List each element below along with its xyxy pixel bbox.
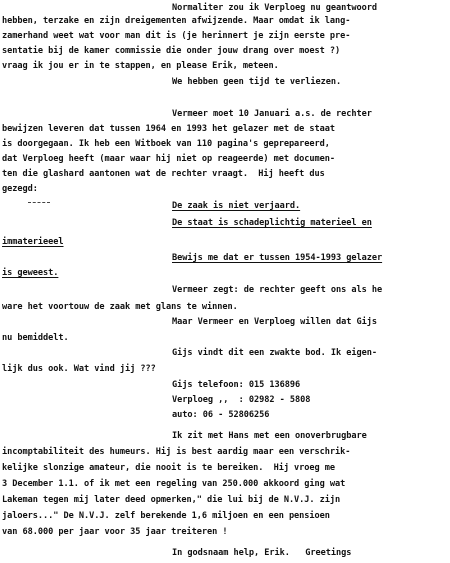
paragraph-5-line-4: 3 December 1.1. of ik met een regeling van 250.000 akkoord ging wat xyxy=(2,479,346,489)
quote-line-5: is geweest. xyxy=(2,268,59,278)
paragraph-1-line-1: Normaliter zou ik Verploeg nu geantwoord xyxy=(172,3,377,13)
paragraph-3-line-3: Maar Vermeer en Verploeg willen dat Gijs xyxy=(172,317,377,327)
quote-line-1: De zaak is niet verjaard. xyxy=(172,201,301,211)
paragraph-5-line-5: Lakeman tegen mij later deed opmerken," die lui bij de N.V.J. zijn xyxy=(2,495,341,505)
paragraph-2-line-1: Vermeer moet 10 Januari a.s. de rechter xyxy=(172,109,372,119)
paragraph-1-line-5: vraag ik jou er in te stappen, en please Erik, meteen. xyxy=(2,61,279,71)
paragraph-2-line-4: dat Verploeg heeft (maar waar hij niet op reageerde) met documen- xyxy=(2,154,336,164)
quote-dash-mark xyxy=(28,202,50,203)
paragraph-3-line-2: ware het voortouw de zaak met glans te winnen. xyxy=(2,302,238,312)
paragraph-5-line-6: jaloers..." De N.V.J. zelf berekende 1,6 miljoen en een pensioen xyxy=(2,511,330,521)
paragraph-1-line-2: hebben, terzake en zijn dreigementen afwijzende. Maar omdat ik lang- xyxy=(2,16,351,26)
closing-line: In godsnaam help, Erik. Greetings xyxy=(172,548,352,558)
phone-gijs: Gijs telefoon: 015 136896 xyxy=(172,380,301,390)
paragraph-5-line-1: Ik zit met Hans met een onoverbrugbare xyxy=(172,431,367,441)
phone-auto: auto: 06 - 52806256 xyxy=(172,410,270,420)
paragraph-1-line-3: zamerhand weet wat voor man dit is (je herinnert je zijn eerste pre- xyxy=(2,31,351,41)
paragraph-1-line-4: sentatie bij de kamer commissie die onder jouw drang over moest ?) xyxy=(2,46,341,56)
paragraph-2-line-6: gezegd: xyxy=(2,184,38,194)
paragraph-5-line-7: van 68.000 per jaar voor 35 jaar treiteren ! xyxy=(2,527,228,537)
paragraph-2-line-3: is doorgegaan. Ik heb een Witboek van 110 pagina's geprepareerd, xyxy=(2,139,330,149)
paragraph-3-line-1: Vermeer zegt: de rechter geeft ons als he xyxy=(172,285,383,295)
paragraph-2-line-5: ten die glashard aantonen wat de rechter vraagt. Hij heeft dus xyxy=(2,169,325,179)
paragraph-4-line-2: lijk dus ook. Wat vind jij ??? xyxy=(2,364,156,374)
paragraph-3-line-4: nu bemiddelt. xyxy=(2,333,69,343)
phone-verploeg: Verploeg ,, : 02982 - 5808 xyxy=(172,395,311,405)
quote-line-4: Bewijs me dat er tussen 1954-1993 gelazer xyxy=(172,253,383,263)
quote-line-3: immaterieeel xyxy=(2,237,64,247)
paragraph-1-line-6: We hebben geen tijd te verliezen. xyxy=(172,77,342,87)
paragraph-5-line-3: kelijke slonzige amateur, die nooit is te bereiken. Hij vroeg me xyxy=(2,463,336,473)
paragraph-2-line-2: bewijzen leveren dat tussen 1964 en 1993 het gelazer met de staat xyxy=(2,124,336,134)
quote-line-2: De staat is schadeplichtig materieel en xyxy=(172,218,372,228)
paragraph-4-line-1: Gijs vindt dit een zwakte bod. Ik eigen- xyxy=(172,348,377,358)
paragraph-5-line-2: incomptabiliteit des humeurs. Hij is best aardig maar een verschrik- xyxy=(2,447,351,457)
